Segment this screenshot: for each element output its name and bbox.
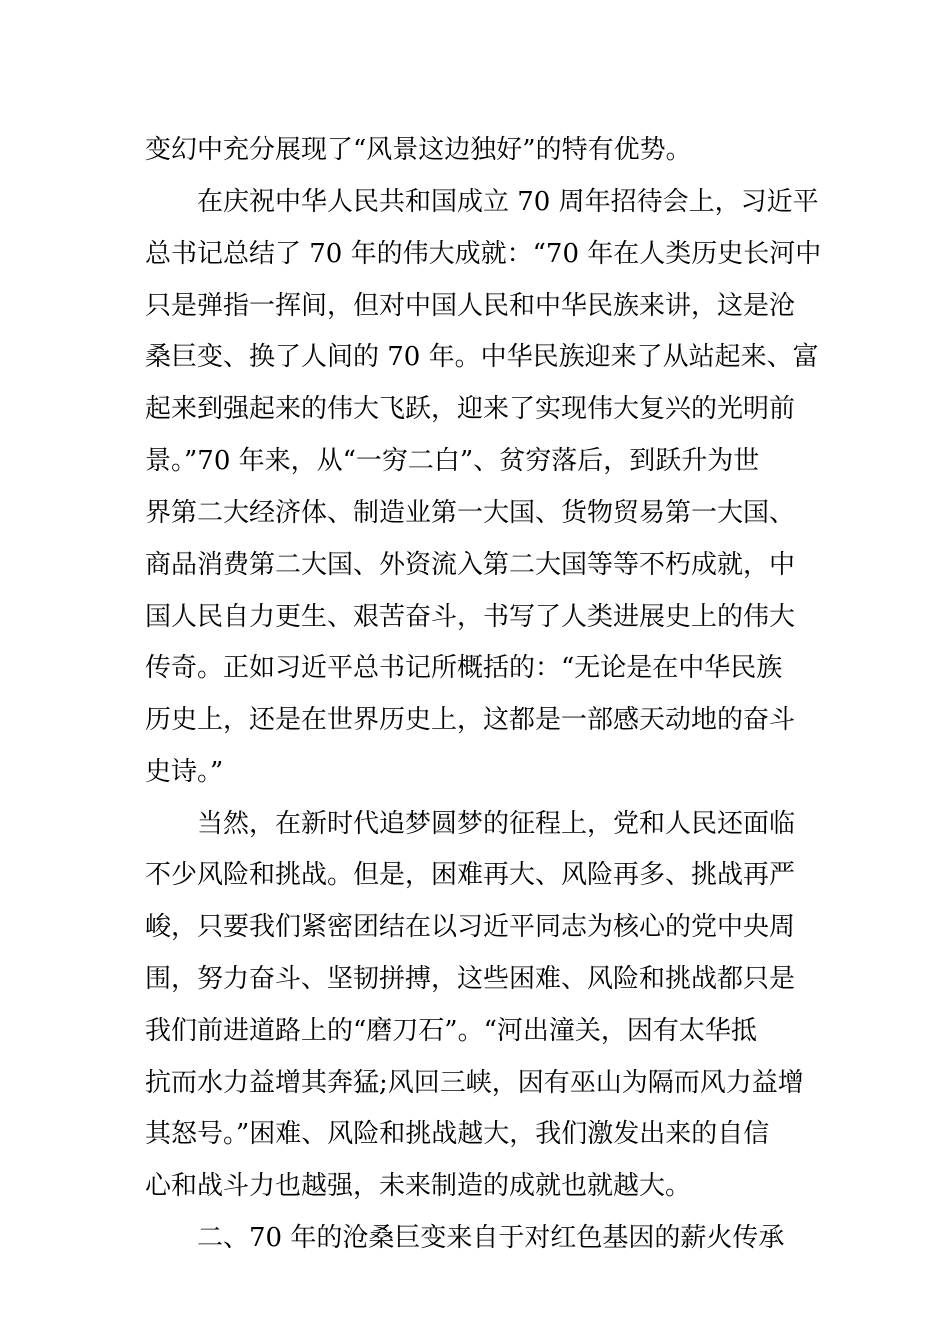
text-line: 总书记总结了 70 年的伟大成就：“70 年在人类历史长河中 xyxy=(145,239,822,269)
text-line: 在庆祝中华人民共和国成立 70 周年招待会上，习近平 xyxy=(197,187,819,217)
text-line: 抗而水力益增其奔猛;风回三峡，因有巫山为隔而风力益增 xyxy=(145,1068,804,1098)
text-line: 围，努力奋斗、坚韧拼搏，这些困难、风险和挑战都只是 xyxy=(145,964,796,994)
text-line: 只是弹指一挥间，但对中国人民和中华民族来讲，这是沧 xyxy=(145,291,796,321)
text-line: 景。”70 年来，从“一穷二白”、贫穷落后，到跃升为世 xyxy=(145,446,760,476)
text-line: 史诗。” xyxy=(145,757,224,787)
text-line: 历史上，还是在世界历史上，这都是一部感天动地的奋斗 xyxy=(145,705,796,735)
section-heading: 二、70 年的沧桑巨变来自于对红色基因的薪火传承 xyxy=(197,1223,785,1253)
text-line: 我们前进道路上的“磨刀石”。“河出潼关，因有太华抵 xyxy=(145,1016,757,1046)
text-line: 国人民自力更生、艰苦奋斗，书写了人类进展史上的伟大 xyxy=(145,602,796,632)
text-line: 桑巨变、换了人间的 70 年。中华民族迎来了从站起来、富 xyxy=(145,342,819,372)
text-line: 峻，只要我们紧密团结在以习近平同志为核心的党中央周 xyxy=(145,912,796,942)
text-line: 商品消费第二大国、外资流入第二大国等等不朽成就，中 xyxy=(145,550,796,580)
text-line: 不少风险和挑战。但是，困难再大、风险再多、挑战再严 xyxy=(145,860,796,890)
text-line: 传奇。正如习近平总书记所概括的：“无论是在中华民族 xyxy=(145,653,783,683)
text-line: 其怒号。”困难、风险和挑战越大，我们激发出来的自信 xyxy=(145,1119,770,1149)
text-line: 当然，在新时代追梦圆梦的征程上，党和人民还面临 xyxy=(197,809,796,839)
text-line: 心和战斗力也越强，未来制造的成就也就越大。 xyxy=(145,1171,692,1201)
text-line: 界第二大经济体、制造业第一大国、货物贸易第一大国、 xyxy=(145,498,796,528)
text-line: 变幻中充分展现了“风景这边独好”的特有优势。 xyxy=(145,135,692,165)
text-line: 起来到强起来的伟大飞跃，迎来了实现伟大复兴的光明前 xyxy=(145,394,796,424)
